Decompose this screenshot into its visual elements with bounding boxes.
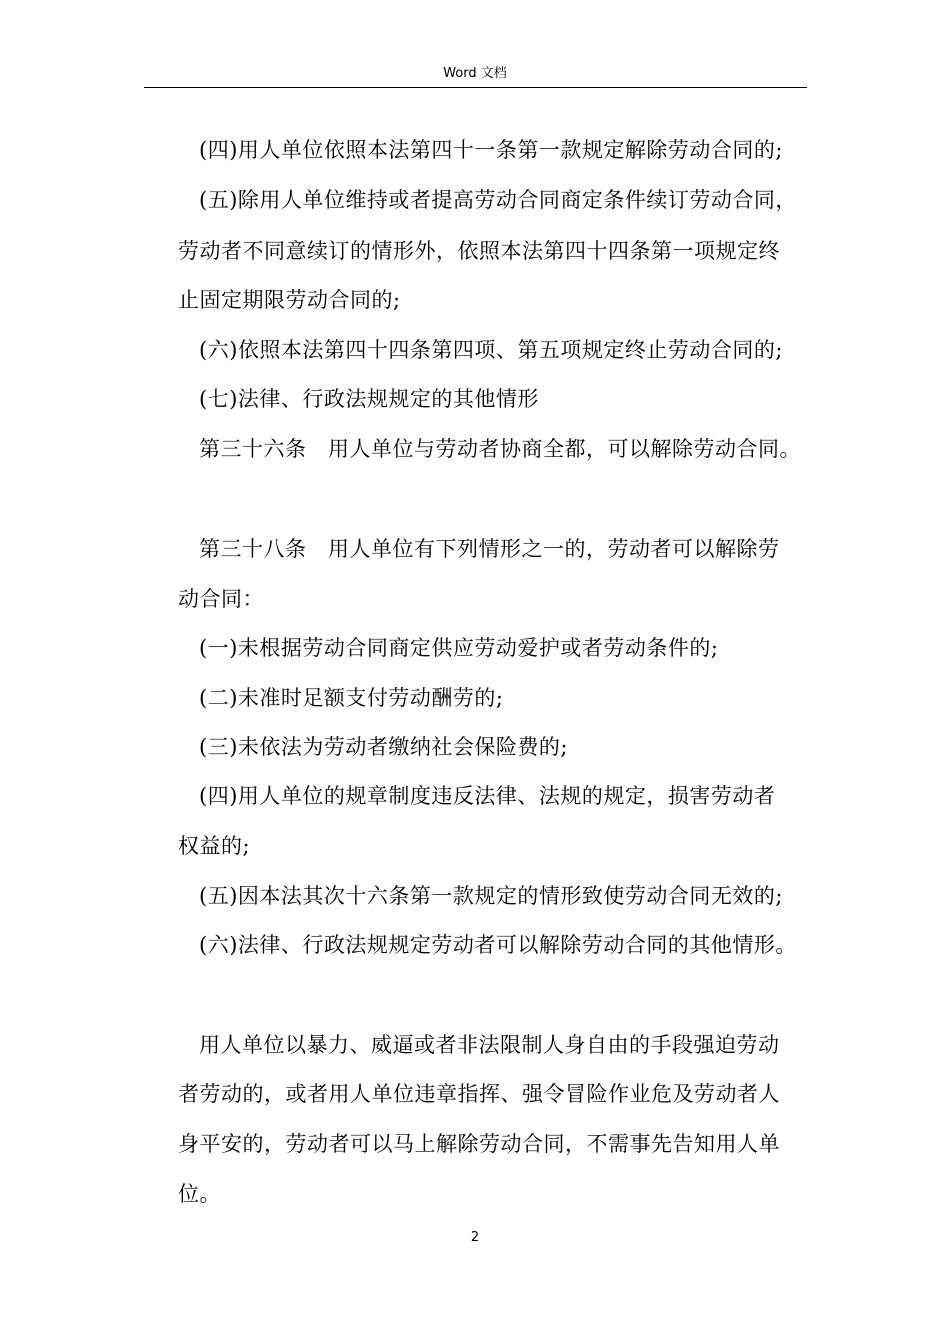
text-line: 者劳动的，或者用人单位违章指挥、强令冒险作业危及劳动者人	[178, 1082, 780, 1106]
text-line: 身平安的，劳动者可以马上解除劳动合同，不需事先告知用人单	[178, 1132, 780, 1156]
text-line: (五)除用人单位维持或者提高劳动合同商定条件续订劳动合同，	[199, 188, 797, 212]
text-line: (七)法律、行政法规规定的其他情形	[199, 387, 539, 411]
text-line: 止固定期限劳动合同的;	[178, 288, 401, 312]
page-number: 2	[470, 1230, 480, 1245]
text-line: 权益的;	[178, 834, 251, 858]
text-line: 位。	[178, 1182, 221, 1206]
text-line: (六)法律、行政法规规定劳动者可以解除劳动合同的其他情形。	[199, 933, 797, 957]
text-line: 第三十八条 用人单位有下列情形之一的，劳动者可以解除劳	[199, 537, 780, 561]
header-divider	[144, 87, 807, 88]
text-line: (四)用人单位的规章制度违反法律、法规的规定，损害劳动者	[199, 784, 776, 808]
text-line: 动合同：	[178, 587, 264, 611]
text-line: (五)因本法其次十六条第一款规定的情形致使劳动合同无效的;	[199, 884, 783, 908]
text-line: 第三十六条 用人单位与劳动者协商全都，可以解除劳动合同。	[199, 437, 801, 461]
text-line: (三)未依法为劳动者缴纳社会保险费的;	[199, 735, 568, 759]
page-header-title: Word 文档	[443, 66, 507, 81]
text-line: (四)用人单位依照本法第四十一条第一款规定解除劳动合同的;	[199, 138, 783, 162]
text-line: 劳动者不同意续订的情形外，依照本法第四十四条第一项规定终	[178, 239, 780, 263]
text-line: (六)依照本法第四十四条第四项、第五项规定终止劳动合同的;	[199, 338, 783, 362]
text-line: (一)未根据劳动合同商定供应劳动爱护或者劳动条件的;	[199, 636, 719, 660]
text-line: 用人单位以暴力、威逼或者非法限制人身自由的手段强迫劳动	[199, 1033, 780, 1057]
text-line: (二)未准时足额支付劳动酬劳的;	[199, 686, 504, 710]
